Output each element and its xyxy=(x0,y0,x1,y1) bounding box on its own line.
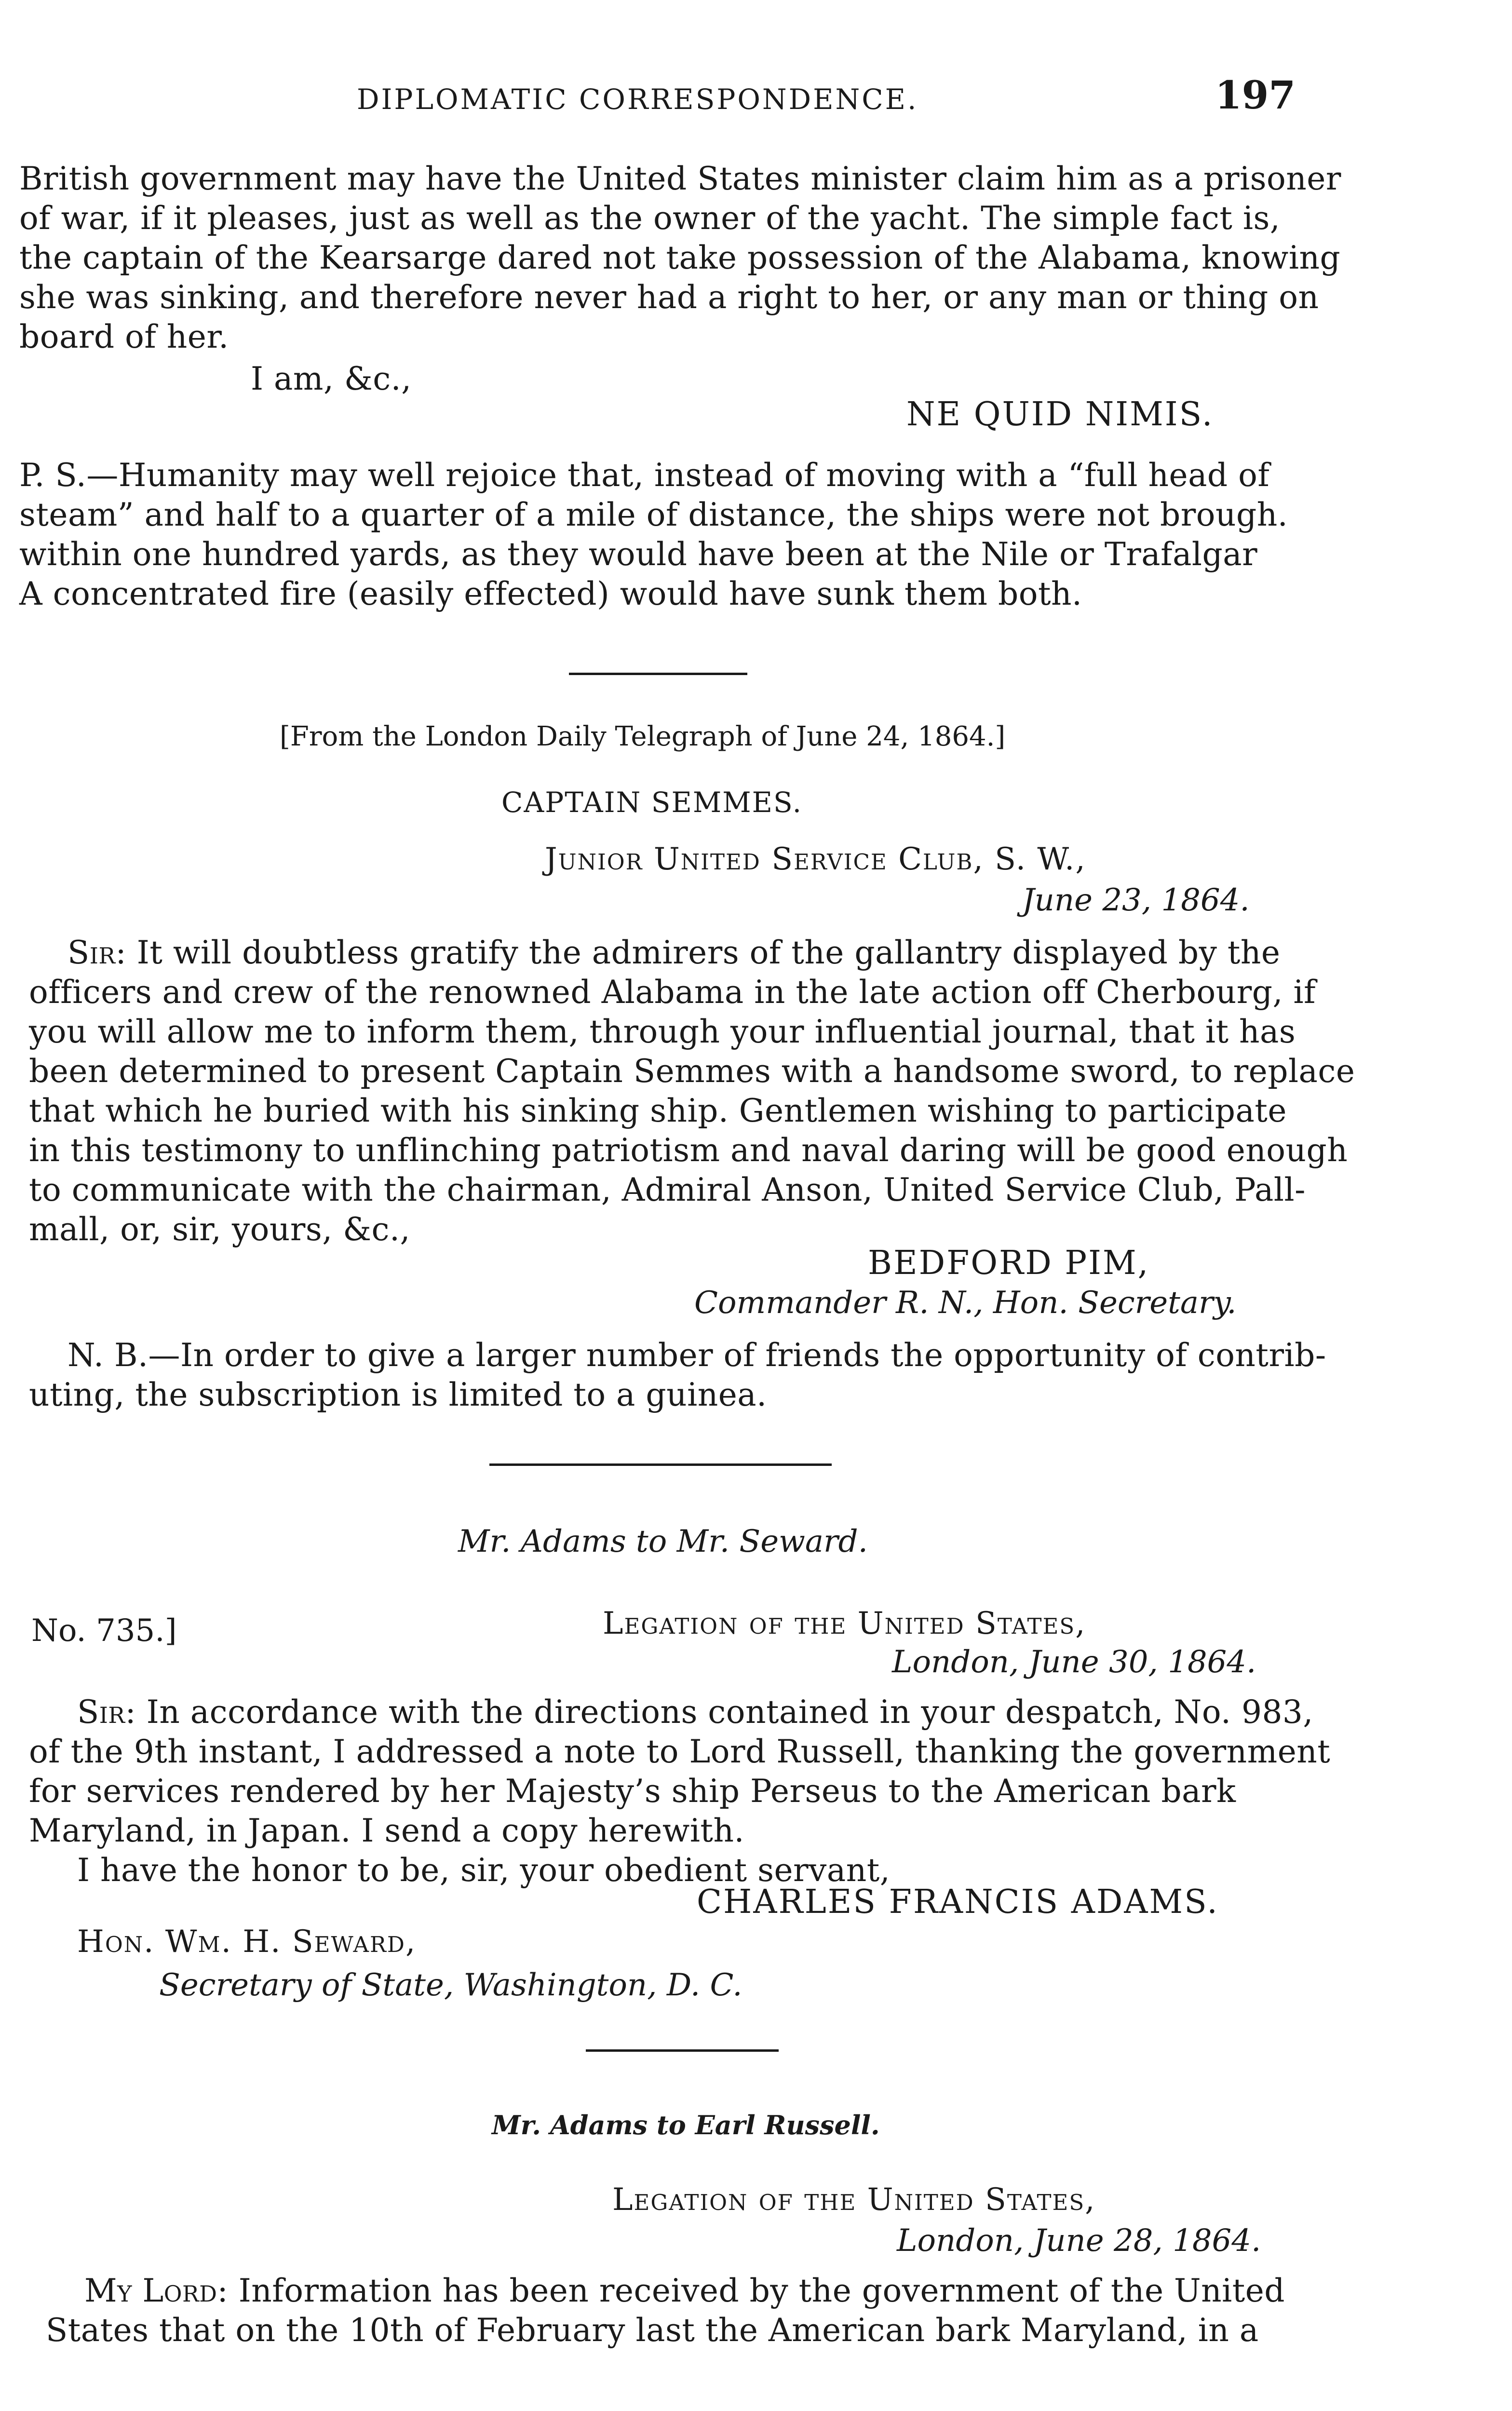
letter2-signature: BEDFORD PIM, xyxy=(868,1244,1150,1282)
page-number: 197 xyxy=(1215,72,1296,118)
salutation: My Lord: xyxy=(84,2272,229,2309)
text-line: uting, the subscription is limited to a guinea. xyxy=(29,1376,767,1413)
text-line: you will allow me to inform them, through your influential journal, that it has xyxy=(29,1013,1296,1050)
letter2-source: [From the London Daily Telegraph of June 24, 1864.] xyxy=(280,721,1006,752)
letter3-recipient-title: Secretary of State, Washington, D. C. xyxy=(159,1967,742,2003)
letter1-signature: NE QUID NIMIS. xyxy=(906,395,1214,433)
text-line: of war, if it pleases, just as well as the owner of the yacht. The simple fact is, xyxy=(19,200,1281,237)
letter1-closing: I am, &c., xyxy=(251,360,412,397)
section-divider xyxy=(489,1463,832,1466)
text-line: British government may have the United States minister claim him as a prisoner xyxy=(19,160,1341,197)
section-divider xyxy=(586,2049,779,2052)
letter2-nb xyxy=(29,1336,1326,1415)
text-line: to communicate with the chairman, Admiral Anson, United Service Club, Pall- xyxy=(29,1171,1306,1208)
section-divider xyxy=(569,673,747,675)
text-line xyxy=(29,1693,1330,1732)
letter4-address: Legation of the United States, xyxy=(612,2182,1096,2218)
letter2-address: Junior United Service Club, S. W., xyxy=(545,841,1086,877)
letter2-signature-title: Commander R. N., Hon. Secretary. xyxy=(694,1285,1237,1321)
salutation: Sir: xyxy=(77,1693,136,1731)
text-line: been determined to present Captain Semmes with a handsome sword, to replace xyxy=(29,1053,1355,1090)
text-line: steam” and half to a quarter of a mile of distance, the ships were not brough. xyxy=(19,496,1288,533)
letter4-date: London, June 28, 1864. xyxy=(897,2223,1261,2259)
text-line: within one hundred yards, as they would have been at the Nile or Trafalgar xyxy=(19,536,1258,573)
text-line: in this testimony to unflinching patriotism and naval daring will be good enough xyxy=(29,1132,1348,1169)
text-line xyxy=(29,933,1355,973)
letter2-date: June 23, 1864. xyxy=(1022,882,1250,918)
text-line-content: In accordance with the directions contained in your despatch, No. 983, xyxy=(146,1693,1313,1731)
letter3-number: No. 735.] xyxy=(31,1613,177,1649)
text-line: A concentrated fire (easily effected) would have sunk them both. xyxy=(19,575,1082,612)
text-line-content: Information has been received by the government of the United xyxy=(238,2272,1285,2309)
letter3-date: London, June 30, 1864. xyxy=(892,1644,1256,1680)
text-line: of the 9th instant, I addressed a note to Lord Russell, thanking the government xyxy=(29,1733,1331,1770)
letter2-title: CAPTAIN SEMMES. xyxy=(501,786,803,819)
text-line: N. B.—In order to give a larger number of friends the opportunity of contrib- xyxy=(68,1337,1326,1374)
letter3-recipient-name: Hon. Wm. H. Seward, xyxy=(77,1924,417,1960)
text-line: board of her. xyxy=(19,318,229,355)
text-line xyxy=(46,2271,1285,2311)
text-line: officers and crew of the renowned Alabama in the late action off Cherbourg, if xyxy=(29,974,1316,1011)
letter4-heading: Mr. Adams to Earl Russell. xyxy=(492,2110,880,2140)
text-line: mall, or, sir, yours, &c., xyxy=(29,1211,410,1248)
running-title: DIPLOMATIC CORRESPONDENCE. xyxy=(357,83,918,116)
letter4-body xyxy=(46,2271,1285,2350)
letter1-body xyxy=(19,159,1341,357)
text-line: for services rendered by her Majesty’s ship Perseus to the American bark xyxy=(29,1773,1236,1810)
text-line: I have the honor to be, sir, your obedient servant, xyxy=(77,1852,891,1889)
text-line: P. S.—Humanity may well rejoice that, instead of moving with a “full head of xyxy=(19,457,1270,494)
text-line: States that on the 10th of February last the American bark Maryland, in a xyxy=(46,2312,1259,2349)
text-line-content: It will doubtless gratify the admirers of the gallantry displayed by the xyxy=(136,934,1281,971)
letter3-heading: Mr. Adams to Mr. Seward. xyxy=(458,1524,868,1559)
text-line: Maryland, in Japan. I send a copy herewith. xyxy=(29,1812,744,1849)
letter3-address: Legation of the United States, xyxy=(603,1606,1086,1641)
letter2-body xyxy=(29,933,1355,1249)
text-line: she was sinking, and therefore never had a right to her, or any man or thing on xyxy=(19,279,1319,316)
salutation: Sir: xyxy=(68,934,127,971)
letter1-postscript xyxy=(19,456,1288,614)
text-line: the captain of the Kearsarge dared not take possession of the Alabama, knowing xyxy=(19,239,1341,276)
text-line: that which he buried with his sinking ship. Gentlemen wishing to participate xyxy=(29,1092,1287,1129)
letter3-signature: CHARLES FRANCIS ADAMS. xyxy=(697,1883,1219,1921)
letter3-body xyxy=(29,1693,1330,1890)
